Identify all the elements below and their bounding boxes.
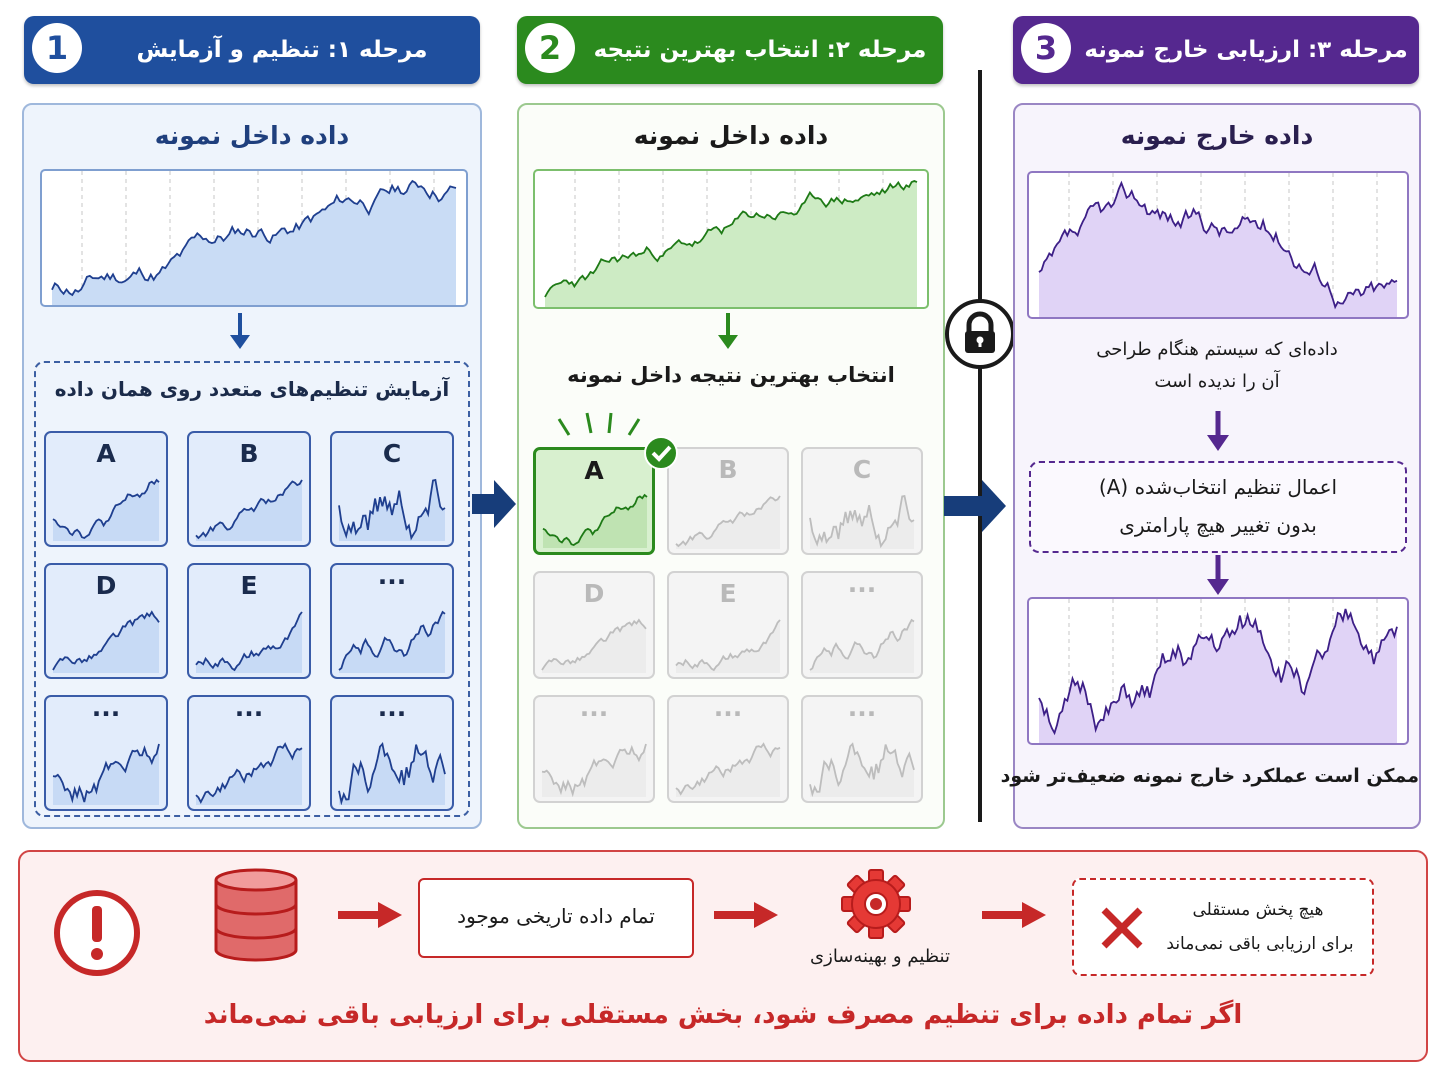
setting-label: ... <box>847 693 877 722</box>
out-of-sample-result-chart <box>1027 597 1409 745</box>
stage-2-header <box>517 16 943 84</box>
check-icon <box>643 435 679 471</box>
out-of-sample-chart <box>1027 171 1409 319</box>
mini-chart <box>807 493 917 549</box>
mini-chart <box>50 609 162 673</box>
setting-cell <box>330 563 454 679</box>
setting-cell <box>187 563 311 679</box>
right-arrow-icon <box>714 900 780 930</box>
stage-3-number: 3 <box>1021 23 1071 73</box>
setting-cell <box>801 695 923 803</box>
warning-box <box>18 850 1428 1062</box>
setting-cell <box>44 695 168 811</box>
series-area <box>676 620 780 673</box>
separator-line <box>978 70 982 822</box>
no-independent-part-box <box>1072 878 1374 976</box>
setting-cell <box>667 447 789 555</box>
stage-1-title: مرحله ۱: تنظیم و آزمایش <box>136 37 428 63</box>
down-arrow-icon <box>716 313 740 351</box>
setting-label: ... <box>713 693 743 722</box>
mini-chart <box>673 493 783 549</box>
mini-chart <box>193 741 305 805</box>
mini-chart <box>50 741 162 805</box>
gear-icon <box>838 866 914 942</box>
in-sample-chart-2 <box>533 169 929 309</box>
setting-label: A <box>584 456 604 485</box>
mini-chart <box>193 609 305 673</box>
apply-line-1: اعمال تنظیم انتخاب‌شده (A) <box>1098 475 1338 499</box>
tuning-label: تنظیم و بهینه‌سازی <box>810 946 950 967</box>
settings-grid <box>44 431 458 801</box>
setting-cell <box>801 447 923 555</box>
setting-cell <box>330 431 454 547</box>
setting-cell <box>801 571 923 679</box>
series-area <box>1039 609 1397 743</box>
setting-label: ... <box>234 693 264 722</box>
mini-chart <box>193 477 305 541</box>
series-area <box>196 612 302 673</box>
setting-cell <box>187 695 311 811</box>
stage-2-panel-title: داده داخل نمونه <box>633 121 829 150</box>
mini-chart <box>336 477 448 541</box>
best-result-caption: انتخاب بهترین نتیجه داخل نمونه <box>567 363 895 387</box>
mini-chart <box>807 617 917 673</box>
unseen-data-note-1: داده‌ای که سیستم هنگام طراحی <box>1096 339 1338 360</box>
apply-setting-box <box>1029 461 1407 553</box>
setting-cell <box>330 695 454 811</box>
no-part-line-1: هیچ پخش مستقلی <box>1192 900 1324 920</box>
stage-3-panel <box>1000 103 1421 829</box>
series-area <box>339 612 445 673</box>
setting-label: E <box>240 571 258 600</box>
highlight-rays-icon <box>551 411 651 441</box>
setting-label: E <box>719 579 737 608</box>
right-arrow-icon <box>472 478 518 530</box>
setting-cell <box>667 571 789 679</box>
setting-cell <box>533 571 655 679</box>
apply-line-2: بدون تغییر هیچ پارامتری <box>1119 513 1317 537</box>
stage-1-header <box>24 16 480 84</box>
setting-cell-selected <box>533 447 655 555</box>
unseen-data-note-2: آن را ندیده است <box>1154 371 1280 392</box>
no-part-line-2: برای ارزیابی باقی نمی‌ماند <box>1166 934 1354 954</box>
all-historical-data-box <box>418 878 694 958</box>
mini-chart <box>539 617 649 673</box>
mini-chart <box>336 741 448 805</box>
down-arrow-icon <box>1205 555 1231 597</box>
setting-label: ... <box>91 693 121 722</box>
mini-chart <box>336 609 448 673</box>
lock-icon <box>944 298 1016 370</box>
right-arrow-icon <box>982 900 1048 930</box>
stage-1-number: 1 <box>32 23 82 73</box>
setting-label: A <box>96 439 116 468</box>
down-arrow-icon <box>228 313 252 351</box>
stage-2-title: مرحله ۲: انتخاب بهترین نتیجه <box>593 37 927 63</box>
stage-1-panel <box>22 103 482 829</box>
setting-label: C <box>382 439 402 468</box>
database-icon <box>210 866 302 962</box>
setting-label: ... <box>847 569 877 598</box>
mini-chart <box>673 617 783 673</box>
setting-label: D <box>583 579 605 608</box>
setting-label: ... <box>579 693 609 722</box>
setting-label: B <box>718 455 738 484</box>
series-area <box>810 744 914 797</box>
down-arrow-icon <box>1205 411 1231 453</box>
setting-label: B <box>239 439 259 468</box>
x-icon <box>1098 904 1146 952</box>
mini-chart <box>673 741 783 797</box>
mini-chart <box>50 477 162 541</box>
stage-3-panel-title: داده خارج نمونه <box>1120 121 1314 150</box>
setting-label: C <box>852 455 872 484</box>
grid-caption: آزمایش تنظیم‌های متعدد روی همان داده <box>54 377 450 401</box>
weaker-performance-note: ممکن است عملکرد خارج نمونه ضعیف‌تر شود <box>1000 765 1419 787</box>
stage-2-number: 2 <box>525 23 575 73</box>
series-area <box>1039 183 1397 317</box>
setting-label: ... <box>377 561 407 590</box>
warning-conclusion: اگر تمام داده برای تنظیم مصرف شود، بخش مستقلی برای ارزیابی باقی نمی‌ماند <box>203 1000 1243 1030</box>
mini-chart <box>539 741 649 797</box>
series-area <box>545 181 917 307</box>
setting-cell <box>44 563 168 679</box>
mini-chart <box>540 492 650 548</box>
right-arrow-icon <box>338 900 404 930</box>
setting-cell <box>533 695 655 803</box>
stage-1-panel-title: داده داخل نمونه <box>154 121 350 150</box>
setting-label: D <box>95 571 117 600</box>
in-sample-chart-1 <box>40 169 468 307</box>
all-historical-data-label: تمام داده تاریخی موجود <box>457 904 655 928</box>
right-arrow-icon <box>944 478 1008 534</box>
mini-chart <box>807 741 917 797</box>
stage-2-panel <box>517 103 945 829</box>
stage-3-header <box>1013 16 1419 84</box>
setting-cell <box>667 695 789 803</box>
setting-label: ... <box>377 693 407 722</box>
exclamation-icon <box>52 888 142 978</box>
series-area <box>339 744 445 805</box>
setting-cell <box>187 431 311 547</box>
series-area <box>52 181 456 305</box>
stage-3-title: مرحله ۳: ارزیابی خارج نمونه <box>1084 37 1408 63</box>
setting-cell <box>44 431 168 547</box>
selection-grid <box>533 447 927 803</box>
